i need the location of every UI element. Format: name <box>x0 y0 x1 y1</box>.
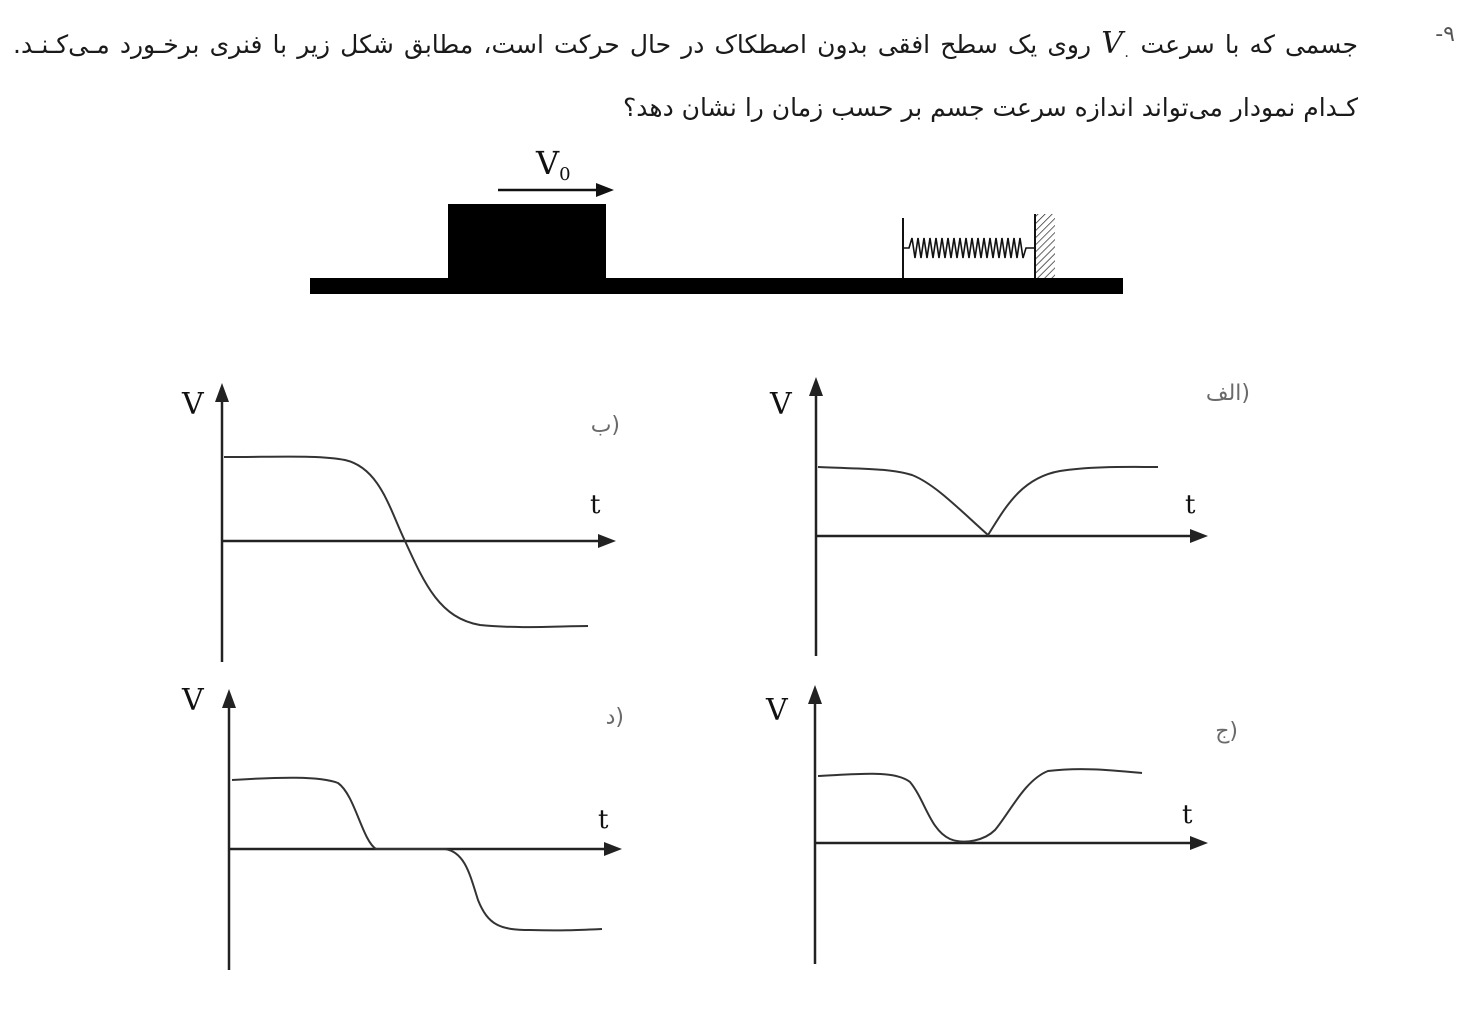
graph-dal-curve <box>232 778 602 931</box>
graph-dal-t-label: t <box>598 805 609 835</box>
graph-dal <box>181 683 624 970</box>
wall <box>1035 214 1055 278</box>
graph-be-x-arrow <box>598 534 616 548</box>
graph-jim-x-arrow <box>1190 836 1208 850</box>
graph-alef-label: الف) <box>1205 381 1250 406</box>
question-text-part1: جسمی که با سرعت <box>1140 30 1358 59</box>
graph-dal-y-arrow <box>222 689 236 708</box>
v0-arrow-label: V0 <box>536 144 571 185</box>
graph-alef-t-label: t <box>1185 490 1196 520</box>
question-text-part2: روی یک سطح افقی بدون اصطکاک در حال حرکت است، مطابق شکل زیر با فنری برخـورد مـی‌کـنـد. کـدام نمودار می‌تواند اندازه سرعت جسم بر حسب زمان را نشان دهد؟ <box>13 30 1358 122</box>
floor <box>310 278 1123 294</box>
setup-figure <box>310 144 1123 294</box>
graph-jim-v-label: V <box>766 693 788 728</box>
graph-jim-t-label: t <box>1182 800 1193 830</box>
v0-arrow <box>498 183 614 197</box>
graph-dal-v-label: V <box>182 683 204 718</box>
graph-alef-curve <box>818 467 1158 535</box>
graph-alef-x-arrow <box>1190 529 1208 543</box>
graph-jim-y-arrow <box>808 685 822 704</box>
graph-alef-v-label: V <box>770 387 792 422</box>
graph-be-v-label: V <box>182 387 204 422</box>
moving-block <box>448 204 606 280</box>
graph-jim <box>765 685 1238 964</box>
spring <box>903 218 1034 278</box>
graph-alef-y-arrow <box>809 377 823 396</box>
graph-jim-label: ج) <box>1215 719 1238 744</box>
question-number: ۹- <box>1435 22 1455 47</box>
graph-be <box>181 383 620 662</box>
graph-be-label: ب) <box>590 413 620 438</box>
v0-symbol: $V_۰$ <box>1101 26 1131 64</box>
graph-alef <box>769 377 1250 656</box>
graph-be-t-label: t <box>590 490 601 520</box>
graph-jim-curve <box>818 769 1142 842</box>
graph-be-y-arrow <box>215 383 229 402</box>
graph-dal-label: د) <box>605 705 624 730</box>
graph-dal-x-arrow <box>604 842 622 856</box>
